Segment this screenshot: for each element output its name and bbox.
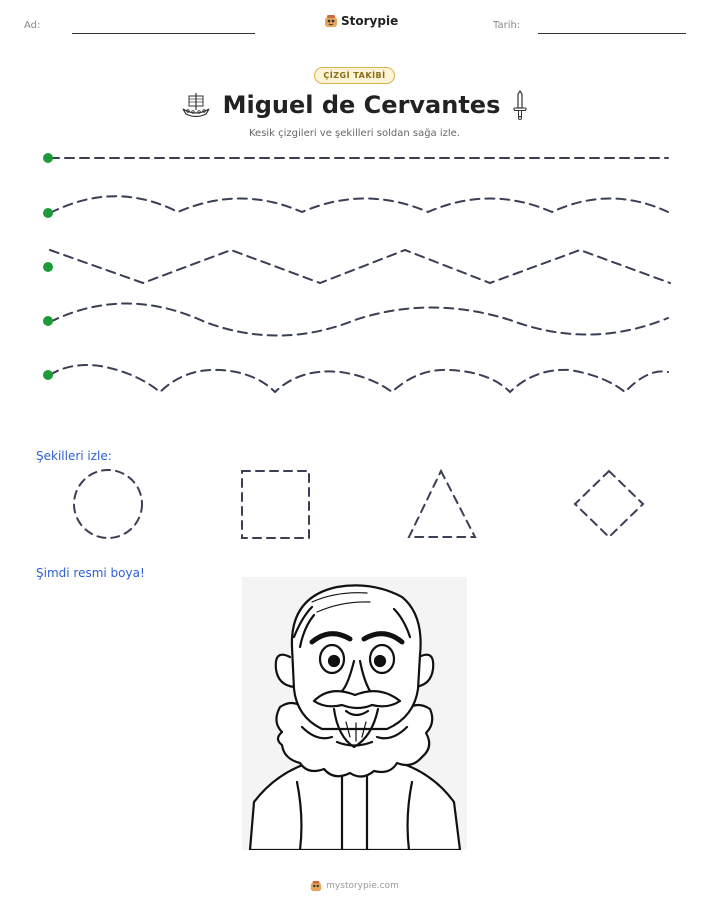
tracing-line-wave[interactable] bbox=[50, 196, 668, 213]
start-dot bbox=[43, 316, 53, 326]
shapes-area bbox=[0, 460, 709, 550]
viking-ship-icon bbox=[181, 91, 211, 119]
name-line[interactable] bbox=[72, 33, 255, 34]
tracing-line-bumps[interactable] bbox=[50, 365, 668, 392]
brand-name: Storypie bbox=[341, 14, 399, 28]
tracing-line-zigzag[interactable] bbox=[50, 250, 670, 283]
footer bbox=[0, 880, 709, 892]
start-dot bbox=[43, 262, 53, 272]
date-label: Tarih: bbox=[493, 20, 521, 31]
start-dot bbox=[43, 153, 53, 163]
shapes-section-label: Şekilleri izle: bbox=[36, 449, 112, 463]
brand bbox=[324, 14, 398, 28]
storypie-logo-icon bbox=[324, 14, 338, 28]
trace-square-shape[interactable] bbox=[242, 471, 309, 538]
trace-diamond-shape[interactable] bbox=[575, 471, 643, 537]
worksheet-badge: ÇİZGİ TAKİBİ bbox=[314, 67, 394, 84]
cervantes-coloring-image[interactable] bbox=[242, 577, 467, 850]
tracing-line-gentle-wave[interactable] bbox=[50, 304, 668, 336]
page-title: Miguel de Cervantes bbox=[222, 91, 501, 119]
sword-icon bbox=[512, 90, 528, 120]
footer-url[interactable]: mystorypie.com bbox=[326, 881, 399, 891]
storypie-logo-icon bbox=[310, 880, 322, 892]
coloring-section-label: Şimdi resmi boya! bbox=[36, 566, 145, 580]
trace-triangle-shape[interactable] bbox=[409, 471, 475, 537]
start-dot bbox=[43, 208, 53, 218]
subtitle: Kesik çizgileri ve şekilleri soldan sağa izle. bbox=[248, 128, 460, 139]
date-line[interactable] bbox=[538, 33, 686, 34]
trace-circle-shape[interactable] bbox=[74, 470, 142, 538]
start-dot bbox=[43, 370, 53, 380]
tracing-lines-area bbox=[0, 140, 709, 400]
name-label: Ad: bbox=[24, 20, 41, 31]
